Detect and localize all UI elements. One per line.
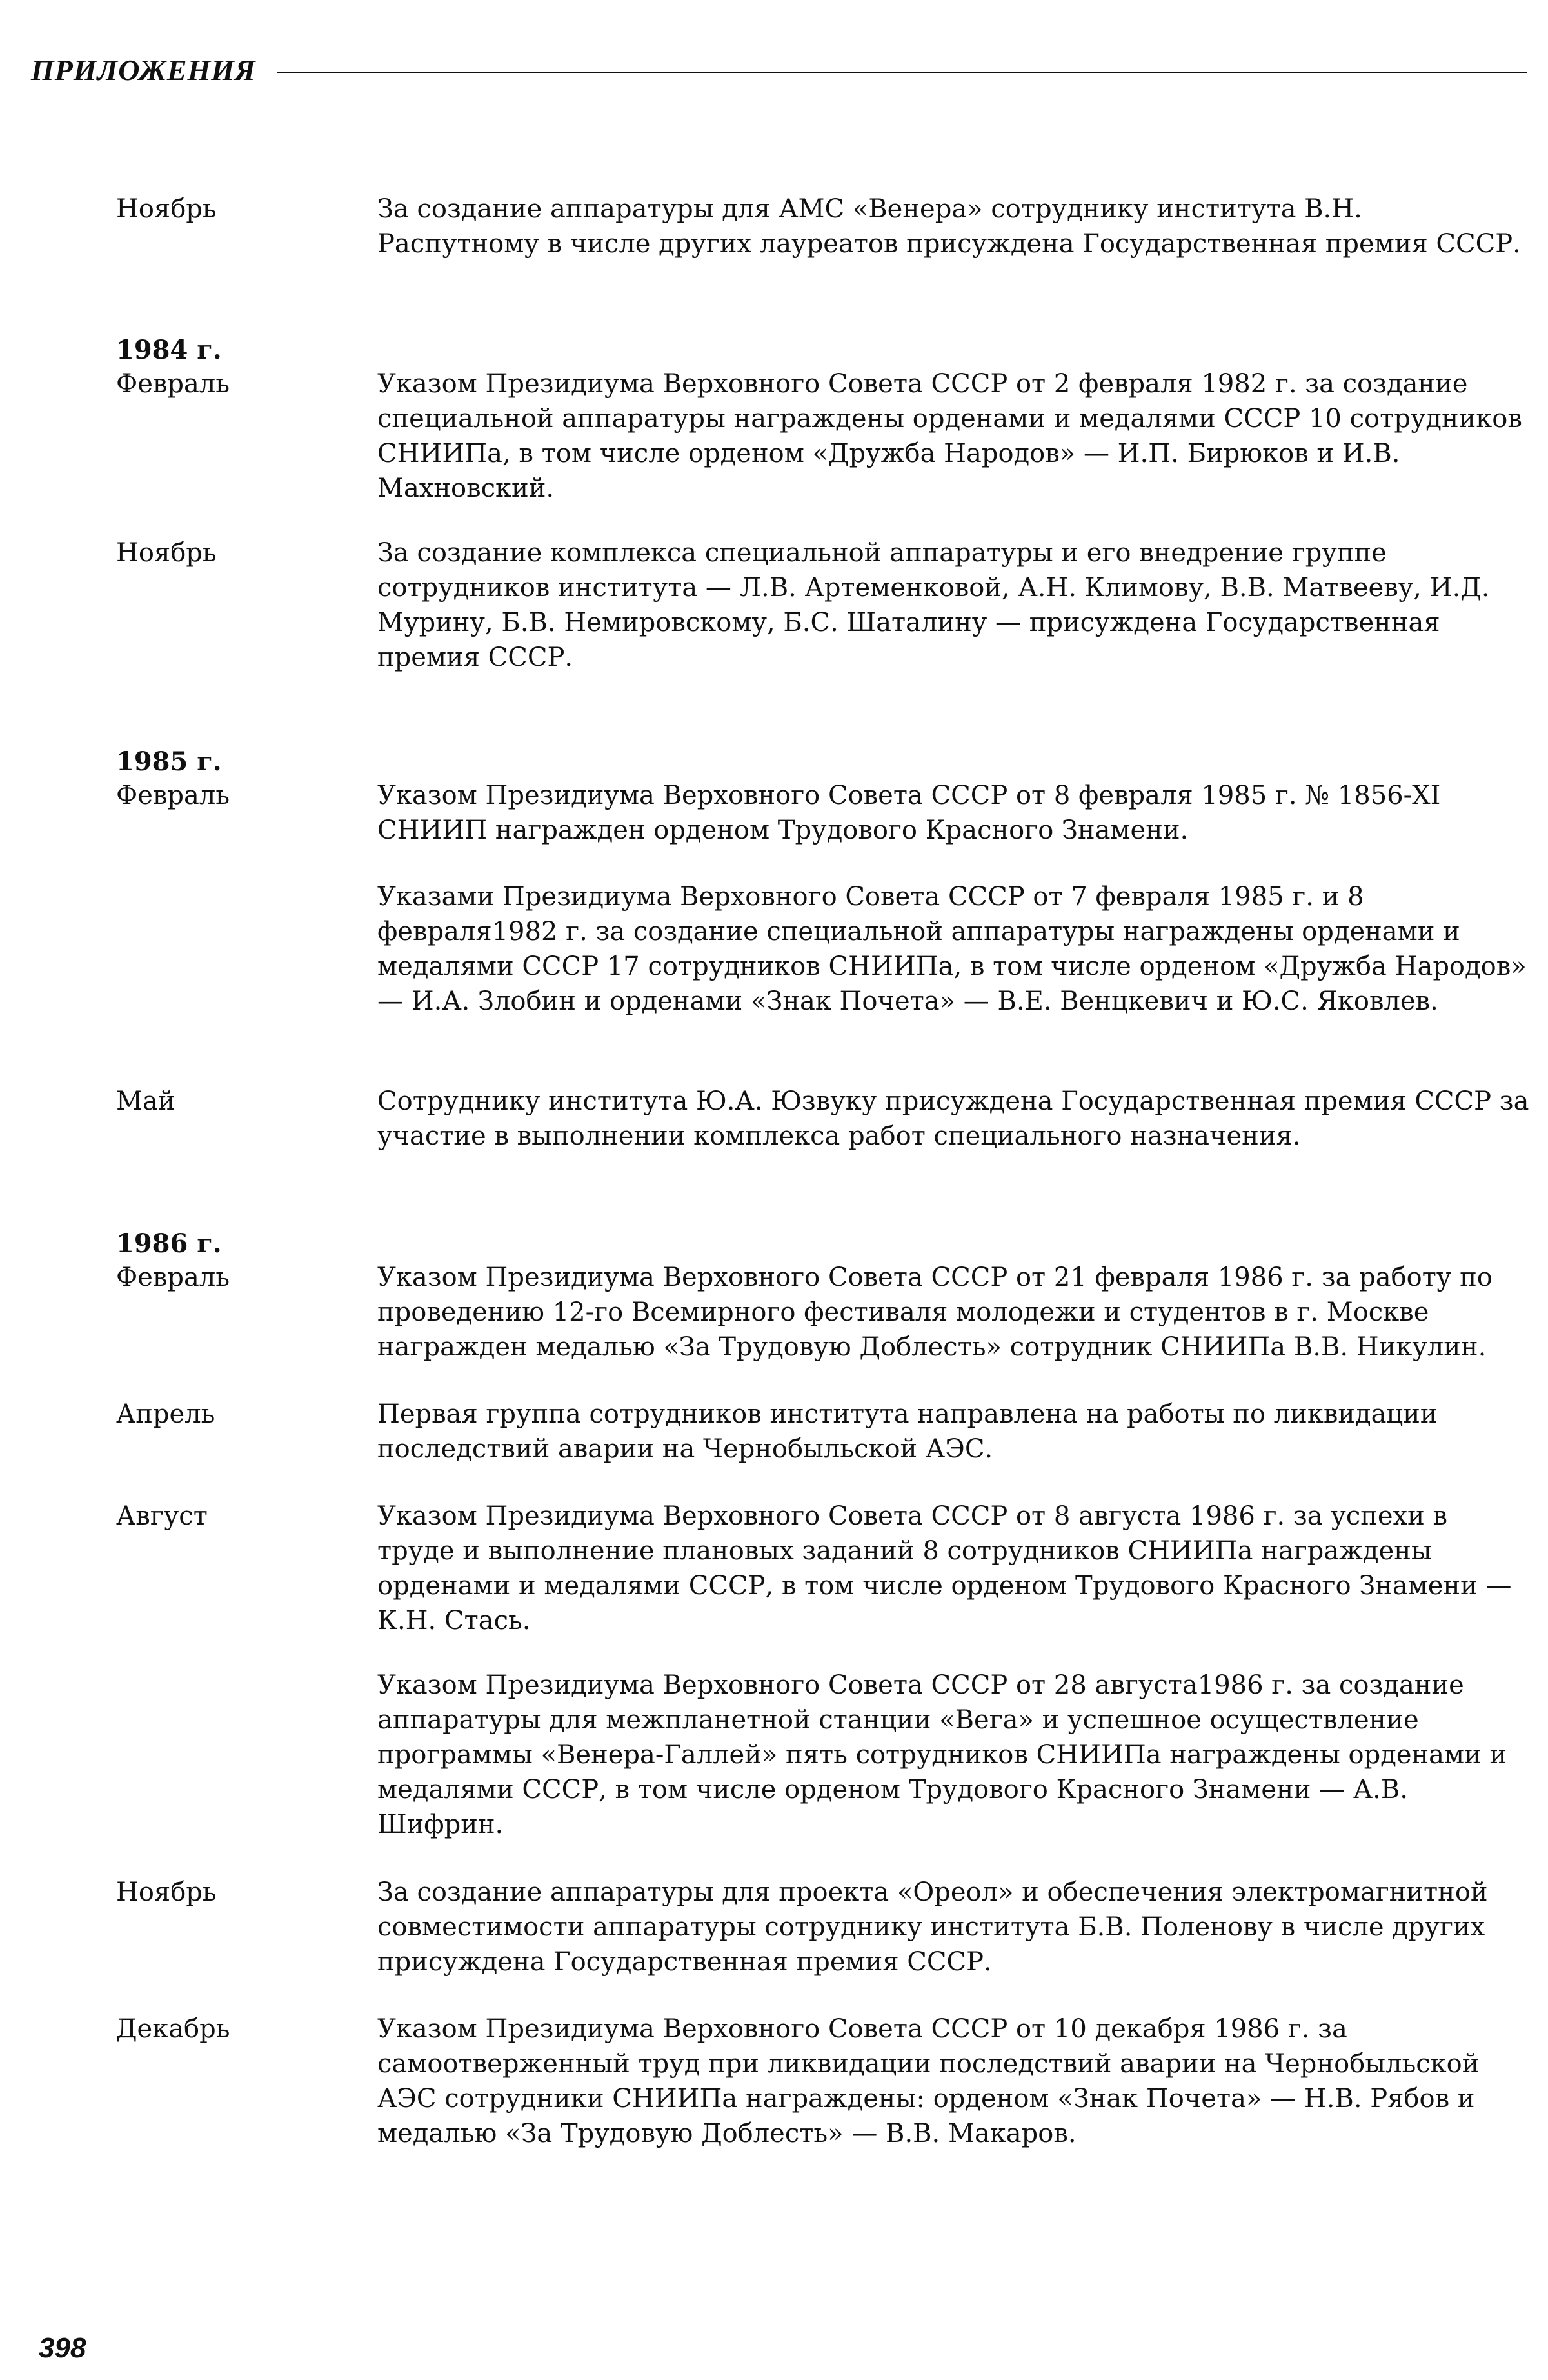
entry-month: Апрель — [116, 1399, 215, 1429]
header-rule — [277, 72, 1527, 73]
entry-month: Февраль — [116, 1263, 230, 1292]
running-header — [31, 53, 1527, 87]
entry-text: Указами Президиума Верховного Совета СССР от 7 февраля 1985 г. и 8 февраля1982 г. за создание специальной аппаратуры награждены орденами и медалями СССР 17 сотрудников СНИИПа, в том числе орденом «Дружба Народов» — И.А. Злобин и орденами «Знак Почета» — В.Е. Венцкевич и Ю.С. Яковлев. — [377, 882, 1527, 1016]
entry-text: Указом Президиума Верховного Совета СССР от 2 февраля 1982 г. за создание специальной аппаратуры награждены орденами и медалями СССР 10 сотрудников СНИИПа, в том числе орденом «Дружба Народов» — И.П. Бирюков и И.В. Махновский. — [377, 369, 1522, 503]
entry-year: 1986 г. — [116, 1228, 222, 1259]
entry-text: Указом Президиума Верховного Совета СССР от 8 августа 1986 г. за успехи в труде и выполнение плановых заданий 8 сотрудников СНИИПа награждены орденами и медалями СССР, в том числе орденом Трудового Красного Знамени — К.Н. Стась. — [377, 1501, 1512, 1635]
section-title: ПРИЛОЖЕНИЯ — [31, 54, 256, 86]
entry-text: Указом Президиума Верховного Совета СССР от 21 февраля 1986 г. за работу по проведению 12-го Всемирного фестиваля молодежи и студентов в г. Москве награжден медалью «За Трудовую Доблесть» сотрудник СНИИПа В.В. Никулин. — [377, 1263, 1493, 1362]
entry-text: За создание аппаратуры для АМС «Венера» сотруднику института В.Н. Распутному в числе других лауреатов присуждена Государственная премия СССР. — [377, 194, 1521, 259]
entry-year: 1984 г. — [116, 335, 222, 365]
entry-month: Февраль — [116, 781, 230, 810]
entry-text: Сотруднику института Ю.А. Юзвуку присуждена Государственная премия СССР за участие в выполнении комплекса работ специального назначения. — [377, 1086, 1529, 1151]
entry-month: Декабрь — [116, 2014, 230, 2044]
entry-text: За создание комплекса специальной аппаратуры и его внедрение группе сотрудников института — Л.В. Артеменковой, А.Н. Климову, В.В. Матвееву, И.Д. Мурину, Б.В. Немировскому, Б.С. Шаталину — присуждена Государственная премия СССР. — [377, 538, 1490, 672]
entry-month: Май — [116, 1086, 175, 1116]
entry-text: За создание аппаратуры для проекта «Ореол» и обеспечения электромагнитной совместимости аппаратуры сотруднику института Б.В. Поленову в числе других присуждена Государственная премия СССР. — [377, 1877, 1488, 1977]
entry-text: Указом Президиума Верховного Совета СССР от 10 декабря 1986 г. за самоотверженный труд при ликвидации последствий аварии на Чернобыльской АЭС сотрудники СНИИПа награждены: орденом «Знак Почета» — Н.В. Рябов и медалью «За Трудовую Доблесть» — В.В. Макаров. — [377, 2014, 1480, 2148]
page-number: 398 — [39, 2332, 86, 2364]
entry-text: Первая группа сотрудников института направлена на работы по ликвидации последствий аварии на Чернобыльской АЭС. — [377, 1399, 1438, 1464]
entry-month: Ноябрь — [116, 194, 217, 224]
entry-text: Указом Президиума Верховного Совета СССР от 8 февраля 1985 г. № 1856-XI СНИИП награжден орденом Трудового Красного Знамени. — [377, 781, 1441, 845]
entry-month: Февраль — [116, 369, 230, 399]
entry-month: Август — [116, 1501, 208, 1531]
entry-year: 1985 г. — [116, 746, 222, 777]
entry-month: Ноябрь — [116, 1877, 217, 1907]
entry-month: Ноябрь — [116, 538, 217, 568]
entry-text: Указом Президиума Верховного Совета СССР от 28 августа1986 г. за создание аппаратуры для межпланетной станции «Вега» и успешное осуществление программы «Венера-Галлей» пять сотрудников СНИИПа награждены орденами и медалями СССР, в том числе орденом Трудового Красного Знамени — А.В. Шифрин. — [377, 1670, 1507, 1839]
